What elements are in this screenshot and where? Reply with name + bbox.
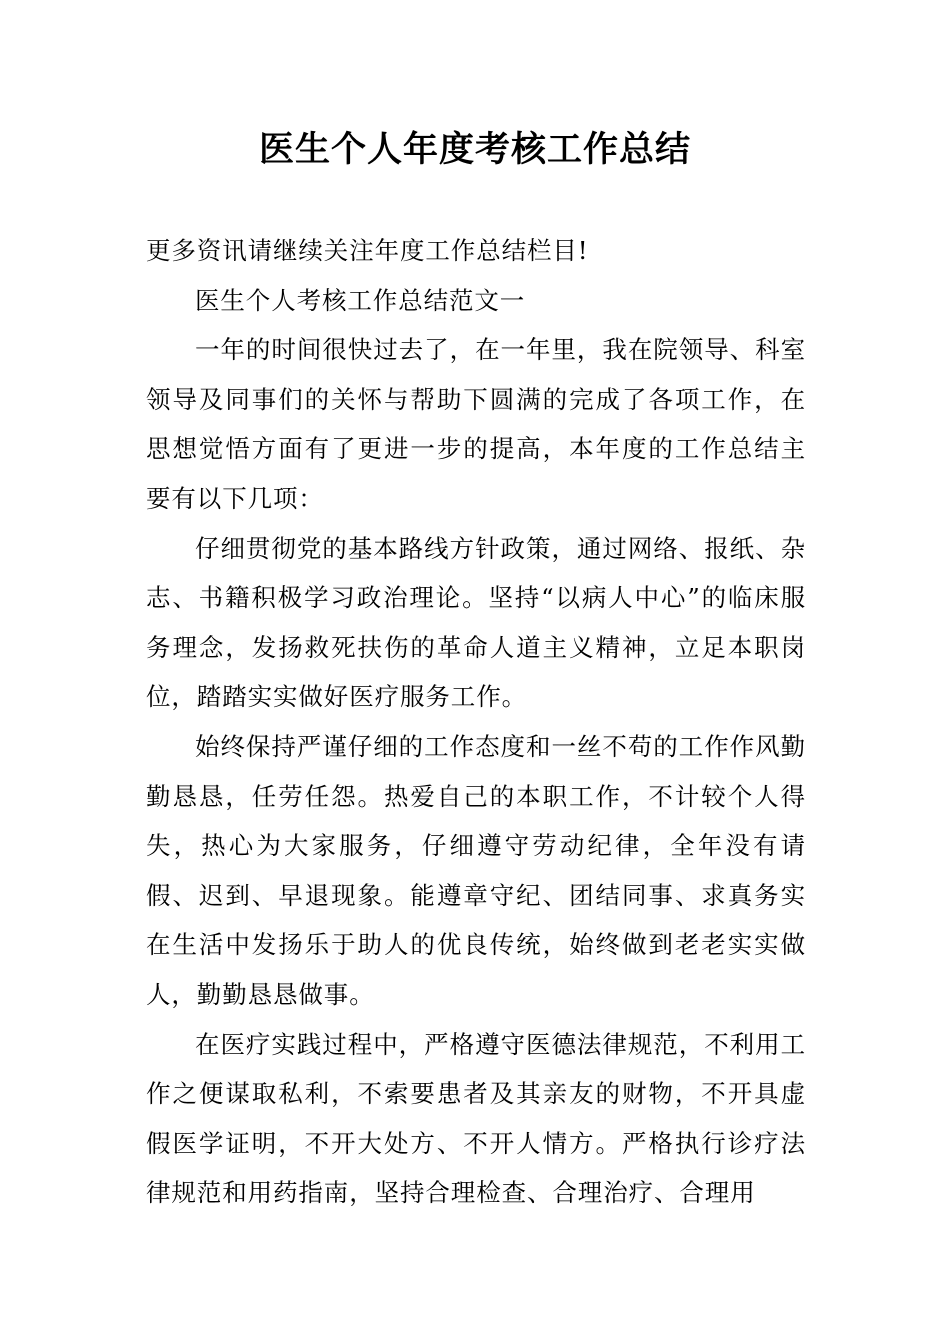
section-heading: 医生个人考核工作总结范文一 [195, 285, 526, 315]
body-paragraph: 一年的时间很快过去了，在一年里，我在院领导、科室领导及同事们的关怀与帮助下圆满的完成了各项工作，在思想觉悟方面有了更进一步的提高，本年度的工作总结主要有以下几项： [146, 335, 806, 513]
body-paragraph: 在医疗实践过程中，严格遵守医德法律规范，不利用工作之便谋取私利，不索要患者及其亲友的财物，不开具虚假医学证明，不开大处方、不开人情方。严格执行诊疗法律规范和用药指南，坚持合理检查、合理治疗、合理用 [146, 1029, 806, 1208]
intro-paragraph: 更多资讯请继续关注年度工作总结栏目! [146, 236, 589, 265]
document-title: 医生个人年度考核工作总结 [258, 130, 691, 170]
document-body [146, 226, 806, 1218]
body-paragraph: 仔细贯彻党的基本路线方针政策，通过网络、报纸、杂志、书籍积极学习政治理论。坚持“以病人中心”的临床服务理念，发扬救死扶伤的革命人道主义精神，立足本职岗位，踏踏实实做好医疗服务工作。 [146, 533, 806, 712]
body-paragraph: 始终保持严谨仔细的工作态度和一丝不苟的工作作风勤勤恳恳，任劳任怨。热爱自己的本职工作，不计较个人得失，热心为大家服务，仔细遵守劳动纪律，全年没有请假、迟到、早退现象。能遵章守纪、团结同事、求真务实在生活中发扬乐于助人的优良传统，始终做到老老实实做人，勤勤恳恳做事。 [146, 731, 806, 1009]
